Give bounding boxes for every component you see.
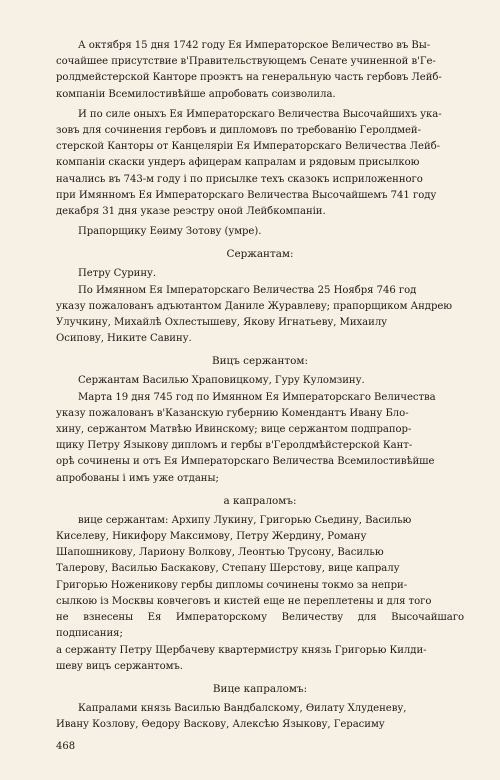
- text-line: компаніи Всемилостивѣйше апробовать соизволила.: [56, 88, 336, 100]
- text-line: щику Петру Языкову дипломъ и гербы в'Геролдмѣйстерской Кант-: [56, 440, 413, 452]
- paragraph-ensign-zotov: [56, 224, 464, 240]
- text-line: Прапорщику Еѳиму Зотову (умре).: [78, 226, 262, 238]
- text-line: декабря 31 дня указе реэстру оной Лейбкомпаніи.: [56, 206, 326, 218]
- text-line: Капралами князь Василью Вандбалскому, Ѳилату Хлуденеву,: [78, 702, 407, 714]
- heading-sergeants: Сержантам:: [226, 248, 294, 261]
- heading-to-corporal: а капраломъ:: [223, 494, 297, 507]
- text-line: А октября 15 дня 1742 году Ея Императорское Величество въ Вы-: [78, 40, 431, 51]
- text-line: при Имянномъ Ея Императорскаго Величества Высочайшемъ 741 году: [56, 189, 437, 201]
- text-line: хину, сержантом Матвѣю Ивинскому; вице сержантом подпрапор-: [56, 424, 412, 436]
- paragraph-decree-1742: [56, 38, 464, 103]
- paragraph-decrees-heraldry: [56, 107, 464, 220]
- text-line: Улучкину, Михайлѣ Охлестышеву, Якову Игнатьеву, Михаилу: [56, 317, 388, 329]
- paragraph-decree-745: [56, 390, 464, 487]
- text-line: не взнесены Ея Императорскому Величеству для Высочайшаго подписания;: [56, 612, 464, 640]
- text-line: стерской Канторы от Канцеляріи Ея Императорскаго Величества Лейб-: [56, 141, 441, 153]
- text-line: компаніи скаски ундеръ афицерам капралам и рядовым присылкою: [56, 157, 420, 169]
- text-line: Григорью Ноженикову гербы дипломы сочинены токмо за непри-: [56, 579, 408, 591]
- heading-vice-sergeant: Вицъ сержантом:: [211, 355, 309, 368]
- text-line: а сержанту Петру Щербачеву квартермистру князь Григорью Килди-: [56, 644, 427, 656]
- text-line: Марта 19 дня 745 год по Имянном Ея Императорскаго Величества: [78, 391, 436, 403]
- paragraph-surin: [56, 266, 464, 282]
- text-line: указу пожалованъ в'Казанскую губернию Комендантъ Ивану Бло-: [56, 407, 409, 419]
- text-line: сочайшее присутствие в'Правительствующемъ Сенате учиненной в'Ге-: [56, 56, 436, 68]
- text-line: Талерову, Василью Баскакову, Степану Шерстову, вице капралу: [56, 563, 400, 575]
- text-line: зовъ для сочинения гербовъ и дипломовъ по требованію Геролдмей-: [56, 125, 421, 137]
- text-line: Киселеву, Никифору Максимову, Петру Жердину, Роману: [56, 531, 367, 543]
- text-line: Сержантам Василью Храповицкому, Гуру Куломзину.: [78, 375, 365, 387]
- text-line: апробованы і имъ уже отданы;: [56, 472, 219, 484]
- document-page: [56, 38, 464, 758]
- paragraph-vice-sergeants-list: [56, 513, 464, 675]
- text-line: указу пожалованъ адъютантом Даниле Журавлеву; прапорщиком Андрею: [56, 300, 453, 312]
- paragraph-corporals-list: [56, 701, 464, 733]
- text-line: Ивану Козлову, Ѳедору Васкову, Алексѣю Языкову, Герасиму: [56, 719, 385, 731]
- text-line: И по силе оныхъ Ея Императорскаго Величества Высочайшихъ ука-: [78, 108, 442, 120]
- text-line: Осипову, Никите Савину.: [56, 333, 192, 345]
- text-line: Петру Сурину.: [78, 268, 157, 280]
- text-line: шеву вицъ сержантомъ.: [56, 660, 183, 672]
- text-line: сылкою із Москвы ковчеговъ и кистей еще не переплетены и для того: [56, 595, 432, 607]
- paragraph-sergeants-khrapovitsky: [56, 373, 464, 389]
- heading-vice-corporals: Вице капраломъ:: [212, 682, 308, 695]
- text-line: начались въ 743-м году і по присылке техъ сказокъ исприложенного: [56, 173, 423, 185]
- page-number: 468: [56, 741, 76, 752]
- paragraph-decree-746: [56, 283, 464, 348]
- text-line: вице сержантам: Архипу Лукину, Григорью Сьедину, Василью: [78, 514, 412, 526]
- text-line: ролдмейстерской Канторе проэктъ на генеральную часть гербовъ Лейб-: [56, 72, 442, 84]
- text-line: орѣ сочинены и отъ Ея Императорскаго Величества Всемилостивѣйше: [56, 456, 435, 468]
- text-line: Шапошникову, Лариону Волкову, Леонтью Трусону, Василью: [56, 547, 384, 559]
- text-line: По Имянном Ея Імператорскаго Величества 25 Ноября 746 год: [78, 284, 417, 296]
